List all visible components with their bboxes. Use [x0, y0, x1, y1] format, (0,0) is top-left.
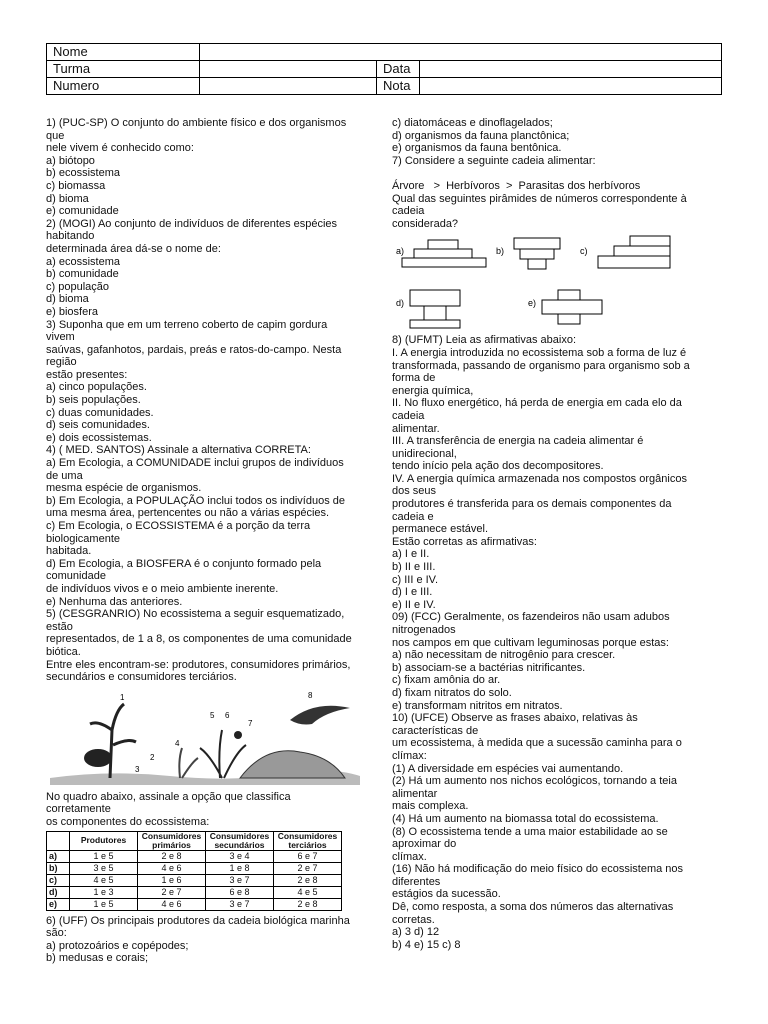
text-line: cadeia e: [392, 510, 434, 523]
text-line: 3) Suponha que em um terreno coberto de capim gordura: [46, 318, 328, 331]
pyramid-b: [496, 238, 560, 269]
text-line: b) Em Ecologia, a POPULAÇÃO inclui todos os indivíduos de: [46, 494, 345, 507]
table-header-producers: Produtores: [70, 831, 138, 850]
text-line: e) II e IV.: [392, 598, 436, 611]
text-line: d) fixam nitratos do solo.: [392, 686, 512, 699]
text-line: nos campos em que cultivam leguminosas porque estas:: [392, 636, 669, 649]
nome-field[interactable]: [200, 44, 722, 61]
text-line: energia química,: [392, 384, 474, 397]
questions-8-to-10: [392, 334, 722, 951]
text-line: alimentar: [392, 787, 438, 800]
text-line: clímax:: [392, 749, 427, 762]
text-line: (1) A diversidade em espécies vai aumentando.: [392, 762, 624, 775]
table-cell: 2 e 8: [274, 874, 342, 886]
nome-label: Nome: [47, 44, 200, 61]
text-line: a) ecossistema: [46, 255, 120, 268]
pyramid-label-d: d): [396, 298, 405, 309]
text-line: 8) (UFMT) Leia as afirmativas abaixo:: [392, 334, 576, 347]
pyramid-label-a: a): [396, 246, 405, 257]
text-line: I. A energia introduzida no ecossistema sob a forma de luz é: [392, 346, 687, 359]
text-line: a) Em Ecologia, a COMUNIDADE inclui grupos de indivíduos: [46, 457, 344, 470]
student-header-table: [46, 43, 722, 95]
table-cell: 3 e 7: [206, 898, 274, 910]
rock-pile: [240, 750, 345, 777]
text-line: características de: [392, 724, 479, 737]
table-cell: 1 e 6: [138, 874, 206, 886]
table-option-label: d): [47, 886, 70, 898]
text-line: c) duas comunidades.: [46, 406, 154, 419]
text-line: são:: [46, 927, 67, 940]
table-row: [47, 850, 342, 862]
text-line: e) biosfera: [46, 305, 98, 318]
text-line: nitrogenados: [392, 624, 456, 636]
text-line: b) comunidade: [46, 268, 119, 281]
text-line: clímax.: [392, 850, 427, 863]
text-line: c) população: [46, 280, 109, 293]
text-line: 5) (CESGRANRIO) No ecossistema a seguir esquematizado,: [46, 608, 345, 621]
table-header-primary: Consumidores primários: [138, 831, 206, 850]
text-line: a) I e II.: [392, 548, 430, 561]
text-line: secundários e consumidores terciários.: [46, 671, 237, 684]
pyramid-label-b: b): [496, 246, 505, 257]
questions-1-to-5: [46, 117, 376, 684]
turma-field[interactable]: [200, 61, 377, 78]
ecosystem-illustration: [50, 690, 360, 785]
numero-label: Numero: [47, 78, 200, 95]
text-line: dos seus: [392, 485, 437, 498]
text-line: II. No fluxo energético, há perda de energia em cada elo da: [392, 397, 682, 410]
text-line: determinada área dá-se o nome de:: [46, 242, 221, 255]
table-cell: 1 e 3: [70, 886, 138, 898]
nota-label: Nota: [377, 78, 420, 95]
text-line: estão presentes:: [46, 368, 128, 381]
text-line: uma mesma área, pertencentes ou não a várias espécies.: [46, 507, 330, 520]
table-cell: 4 e 5: [274, 886, 342, 898]
right-column: [392, 117, 722, 951]
text-line: e) comunidade: [46, 205, 119, 218]
text-line: 09) (FCC) Geralmente, os fazendeiros não usam adubos: [392, 611, 670, 624]
text-line: forma de: [392, 372, 436, 385]
insect-shape: [234, 731, 242, 739]
text-line: alimentar.: [392, 422, 440, 435]
text-line: 1) (PUC-SP) O conjunto do ambiente físico e dos organismos: [46, 117, 347, 129]
text-line: b) associam-se a bactérias nitrificantes.: [392, 661, 586, 674]
left-column: [46, 117, 376, 965]
data-field[interactable]: [420, 61, 722, 78]
text-line: (4) Há um aumento na biomassa total do ecossistema.: [392, 812, 659, 825]
text-line: produtores é transferida para os demais componentes da: [392, 498, 672, 511]
table-header-blank: [47, 831, 70, 850]
text-line: transformada, passando de organismo para organismo sob a: [392, 359, 690, 372]
text-line: IV. A energia química armazenada nos compostos orgânicos: [392, 472, 687, 485]
data-label: Data: [377, 61, 420, 78]
text-line: c) biomassa: [46, 179, 106, 192]
table-cell: 4 e 6: [138, 898, 206, 910]
ecosystem-classification-table: [46, 831, 342, 911]
text-line: e) Nenhuma das anteriores.: [46, 595, 183, 608]
text-line: representados, de 1 a 8, os componentes de uma comunidade: [46, 633, 352, 646]
text-line: região: [46, 356, 77, 369]
text-line: de indivíduos vivos e o meio ambiente inerente.: [46, 582, 279, 595]
text-line: 2) (MOGI) Ao conjunto de indivíduos de diferentes espécies: [46, 217, 338, 230]
pyramid-options-figure: [392, 234, 722, 330]
table-row: [47, 898, 342, 910]
text-line: a) biótopo: [46, 154, 95, 167]
text-line: b) seis populações.: [46, 394, 141, 407]
numero-field[interactable]: [200, 78, 377, 95]
table-cell: 1 e 8: [206, 862, 274, 874]
text-line: 6) (UFF) Os principais produtores da cadeia biológica marinha: [46, 914, 350, 927]
table-option-label: a): [47, 850, 70, 862]
nota-field[interactable]: [420, 78, 722, 95]
text-line: habitada.: [46, 545, 92, 558]
text-line: Qual das seguintes pirâmides de números correspondente à: [392, 192, 687, 205]
text-line: b) medusas e corais;: [46, 952, 149, 965]
text-line: habitando: [46, 230, 95, 243]
scene-label-3: 3: [135, 764, 140, 774]
scene-label-7: 7: [248, 718, 253, 728]
text-line: d) bioma: [46, 293, 89, 306]
text-line: e) organismos da fauna bentônica.: [392, 142, 562, 155]
table-cell: 2 e 7: [274, 862, 342, 874]
turma-label: Turma: [47, 61, 200, 78]
text-line: c) diatomáceas e dinoflagelados;: [392, 117, 553, 129]
text-line: saúvas, gafanhotos, pardais, preás e ratos-do-campo. Nesta: [46, 343, 342, 356]
text-line: mais complexa.: [392, 800, 469, 813]
text-line: vivem: [46, 331, 75, 344]
questions-6-and-7: [392, 117, 722, 230]
pyramid-label-c: c): [580, 246, 588, 257]
text-line: c) III e IV.: [392, 573, 439, 586]
text-line: b) II e III.: [392, 561, 436, 574]
question-6: [46, 915, 376, 965]
animal-shape: [84, 749, 112, 767]
text-line: (2) Há um aumento nos nichos ecológicos, tornando a teia: [392, 775, 677, 788]
text-line: 4) ( MED. SANTOS) Assinale a alternativa CORRETA:: [46, 444, 311, 457]
text-line: a) 3 d) 12: [392, 926, 440, 939]
text-line: c) fixam amônia do ar.: [392, 674, 501, 687]
scene-label-1: 1: [120, 692, 125, 702]
scene-label-6: 6: [225, 710, 230, 720]
text-line: comunidade: [46, 570, 106, 583]
table-option-label: c): [47, 874, 70, 886]
table-cell: 3 e 4: [206, 850, 274, 862]
text-line: que: [46, 129, 65, 142]
question-5-instruction: [46, 791, 376, 829]
table-cell: 1 e 5: [70, 850, 138, 862]
text-line: Árvore > Herbívoros > Parasitas dos herbívoros: [392, 179, 641, 192]
text-line: 10) (UFCE) Observe as frases abaixo, relativas às: [392, 712, 638, 725]
text-line: (16) Não há modificação do meio físico do ecossistema nos: [392, 863, 684, 876]
table-cell: 1 e 5: [70, 898, 138, 910]
text-line: No quadro abaixo, assinale a opção que classifica: [46, 790, 291, 803]
text-line: Dê, como resposta, a soma dos números das alternativas: [392, 901, 674, 914]
text-line: tendo início pela ação dos decompositores.: [392, 460, 604, 473]
text-line: diferentes: [392, 875, 441, 888]
table-cell: 2 e 8: [138, 850, 206, 862]
table-header-tertiary: Consumidores terciários: [274, 831, 342, 850]
pyramid-d: [396, 290, 460, 328]
text-line: d) seis comunidades.: [46, 419, 150, 432]
text-line: Entre eles encontram-se: produtores, consumidores primários,: [46, 658, 351, 671]
text-line: corretamente: [46, 803, 111, 816]
text-line: III. A transferência de energia na cadeia alimentar é: [392, 435, 644, 448]
text-line: d) organismos da fauna planctônica;: [392, 129, 570, 142]
text-line: b) ecossistema: [46, 167, 120, 180]
text-line: biologicamente: [46, 532, 120, 545]
text-line: cadeia: [392, 409, 425, 422]
text-line: nele vivem é conhecido como:: [46, 142, 194, 155]
text-line: de uma: [46, 469, 83, 482]
table-cell: 4 e 6: [138, 862, 206, 874]
text-line: mesma espécie de organismos.: [46, 482, 202, 495]
text-line: cadeia: [392, 205, 425, 218]
table-cell: 2 e 8: [274, 898, 342, 910]
text-line: e) dois ecossistemas.: [46, 431, 152, 444]
text-line: aproximar do: [392, 838, 457, 851]
pyramid-a: [396, 240, 486, 267]
text-line: e) transformam nitritos em nitratos.: [392, 699, 563, 712]
scene-label-2: 2: [150, 752, 155, 762]
text-line: um ecossistema, à medida que a sucessão caminha para o: [392, 737, 682, 750]
text-line: b) 4 e) 15 c) 8: [392, 938, 461, 951]
table-cell: 6 e 7: [274, 850, 342, 862]
table-header-secondary: Consumidores secundários: [206, 831, 274, 850]
text-line: corretas.: [392, 913, 435, 926]
text-line: estágios da sucessão.: [392, 888, 501, 901]
text-line: c) Em Ecologia, o ECOSSISTEMA é a porção da terra: [46, 520, 311, 532]
table-row: [47, 862, 342, 874]
table-cell: 3 e 5: [70, 862, 138, 874]
text-line: d) bioma: [46, 192, 89, 205]
table-cell: 6 e 8: [206, 886, 274, 898]
pyramid-c: [580, 236, 670, 268]
text-line: unidirecional,: [392, 447, 457, 460]
text-line: a) cinco populações.: [46, 381, 147, 394]
pyramid-label-e: e): [528, 298, 537, 309]
text-line: (8) O ecossistema tende a uma maior estabilidade ao se: [392, 825, 668, 838]
text-line: 7) Considere a seguinte cadeia alimentar:: [392, 154, 596, 167]
text-line: considerada?: [392, 217, 459, 230]
table-cell: 2 e 7: [138, 886, 206, 898]
text-line: a) não necessitam de nitrogênio para crescer.: [392, 649, 616, 662]
text-line: permanece estável.: [392, 523, 488, 536]
pyramid-e: [528, 290, 602, 324]
table-row: [47, 874, 342, 886]
scene-label-5: 5: [210, 710, 215, 720]
text-line: biótica.: [46, 645, 81, 658]
text-line: d) I e III.: [392, 586, 433, 599]
text-line: d) Em Ecologia, a BIOSFERA é o conjunto formado pela: [46, 557, 322, 570]
text-line: estão: [46, 620, 73, 633]
text-line: Estão corretas as afirmativas:: [392, 535, 537, 548]
table-row: [47, 886, 342, 898]
bird-shape: [290, 705, 350, 724]
scene-label-8: 8: [308, 690, 313, 700]
table-cell: 4 e 5: [70, 874, 138, 886]
text-line: os componentes do ecossistema:: [46, 815, 210, 828]
text-line: a) protozoários e copépodes;: [46, 939, 189, 952]
small-plant: [179, 748, 198, 778]
table-cell: 3 e 7: [206, 874, 274, 886]
scene-label-4: 4: [175, 738, 180, 748]
table-option-label: b): [47, 862, 70, 874]
text-line: [392, 167, 722, 180]
table-option-label: e): [47, 898, 70, 910]
